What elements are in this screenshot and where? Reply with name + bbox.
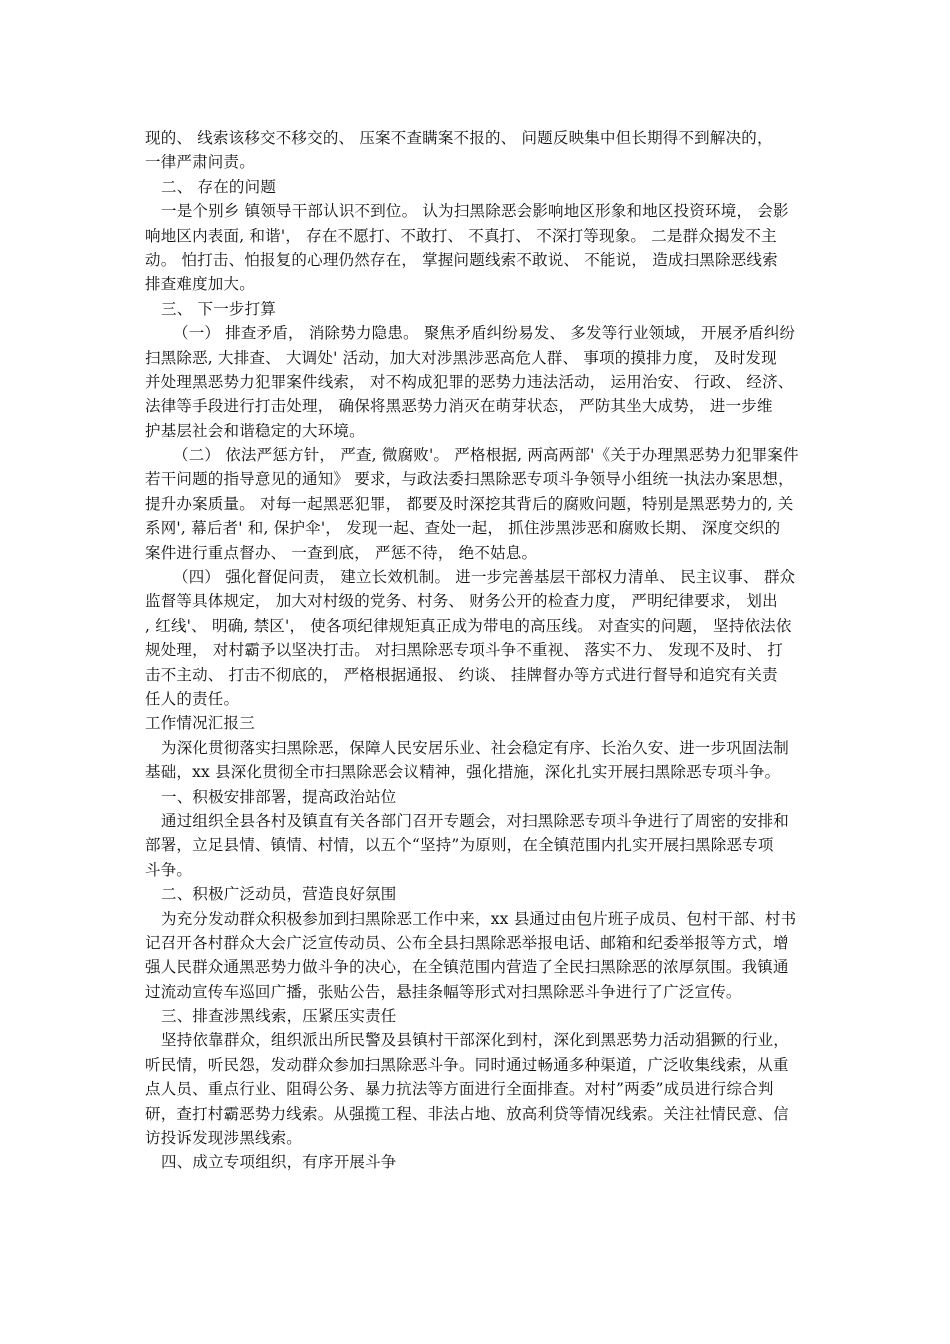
text-line: 击不主动、 打击不彻底的， 严格根据通报、 约谈、 挂牌督办等方式进行督导和追究有关责 [145, 665, 778, 684]
text-line: 一律严肃问责。 [145, 153, 255, 172]
text-line: 坚持依靠群众，组织派出所民警及县镇村干部深化到村，深化到黑恶势力活动猖獗的行业， [161, 1031, 790, 1050]
text-line: 提升办案质量。 对每一起黑恶犯罪， 都要及时深挖其背后的腐败问题，特别是黑恶势力的, 关 [145, 494, 794, 513]
text-line: 基础，xx 县深化贯彻全市扫黑除恶会议精神，强化措施，深化扎实开展扫黑除恶专项斗争。 [145, 763, 781, 782]
document-page [145, 126, 813, 1175]
text-line: 护基层社会和谐稳定的大环境。 [145, 421, 365, 440]
text-line: 为深化贯彻落实扫黑除恶，保障人民安居乐业、社会稳定有序、长治久安、进一步巩固法制 [161, 738, 790, 757]
text-line: 系网', 幕后者' 和, 保护伞'， 发现一起、查处一起， 抓住涉黑涉恶和腐败长期、 深度交织的 [145, 519, 781, 538]
text-line: 工作情况汇报三 [145, 714, 255, 733]
text-line: 二、 存在的问题 [161, 177, 277, 196]
text-line: 若干问题的指导意见的通知》 要求，与政法委扫黑除恶专项斗争领导小组统一执法办案思想， [145, 470, 794, 489]
text-line: 部署，立足县情、镇情、村情，以五个“坚持”为原则，在全镇范围内扎实开展扫黑除恶专项 [145, 836, 774, 855]
text-line: 动。 怕打击、怕报复的心理仍然存在， 掌握问题线索不敢说、 不能说， 造成扫黑除恶线索 [145, 250, 778, 269]
text-line: 为充分发动群众积极参加到扫黑除恶工作中来，xx 县通过由包片班子成员、包村干部、村书 [161, 909, 797, 928]
text-line: 访投诉发现涉黑线索。 [145, 1129, 303, 1148]
text-line: 记召开各村群众大会广泛宣传动员、公布全县扫黑除恶举报电话、邮箱和纪委举报等方式，增 [145, 933, 789, 952]
text-line: 强人民群众通黑恶势力做斗争的决心，在全镇范围内营造了全民扫黑除恶的浓厚氛围。我镇通 [145, 958, 789, 977]
text-line: （一） 排查矛盾， 消除势力隐患。 聚焦矛盾纠纷易发、 多发等行业领域， 开展矛盾纠纷 [173, 324, 796, 343]
text-line: 任人的责任。 [145, 689, 240, 708]
text-line: （四） 强化督促问责， 建立长效机制。 进一步完善基层干部权力清单、 民主议事、 群众 [173, 568, 796, 587]
text-line: 通过组织全县各村及镇直有关各部门召开专题会，对扫黑除恶专项斗争进行了周密的安排和 [161, 811, 790, 830]
text-line: 排查难度加大。 [145, 275, 255, 294]
text-line: 斗争。 [145, 860, 193, 879]
text-line: 响地区内表面, 和谐'， 存在不愿打、不敢打、 不真打、 不深打等现象。 二是群众揭发不主 [145, 226, 777, 245]
text-line: 法律等手段进行打击处理， 确保将黑恶势力消灭在萌芽状态， 严防其坐大成势， 进一步维 [145, 397, 773, 416]
text-line: 研，查打村霸恶势力线索。从强揽工程、非法占地、放高利贷等情况线索。关注社情民意、信 [145, 1104, 789, 1123]
text-line: 三、排查涉黑线索，压紧压实责任 [161, 1007, 397, 1026]
text-line: 过流动宣传车巡回广播，张贴公告，悬挂条幅等形式对扫黑除恶斗争进行了广泛宣传。 [145, 982, 742, 1001]
text-line: 并处理黑恶势力犯罪案件线索， 对不构成犯罪的恶势力违法活动， 运用治安、 行政、 经济、 [145, 372, 794, 391]
text-line: 二、积极广泛动员，营造良好氛围 [161, 885, 397, 904]
text-line: 点人员、重点行业、阻碍公务、暴力抗法等方面进行全面排查。对村”两委”成员进行综合判 [145, 1080, 774, 1099]
text-line: 听民情，听民怨，发动群众参加扫黑除恶斗争。同时通过畅通多种渠道，广泛收集线索，从重 [145, 1055, 789, 1074]
text-line: 扫黑除恶, 大排查、 大调处' 活动，加大对涉黑涉恶高危人群、 事项的摸排力度， 及时发现 [145, 348, 777, 367]
text-line: 现的、 线索该移交不移交的、 压案不查瞒案不报的、 问题反映集中但长期得不到解决的， [145, 129, 773, 147]
text-line: 四、成立专项组织，有序开展斗争 [161, 1153, 397, 1172]
text-line: （二） 依法严惩方针， 严查, 微腐败'。 严格根据, 两高两部'《关于办理黑恶势力犯罪案件 [173, 446, 799, 465]
text-line: 案件进行重点督办、 一查到底， 严惩不待， 绝不姑息。 [145, 543, 538, 562]
text-line: 一是个别乡 镇领导干部认识不到位。 认为扫黑除恶会影响地区形象和地区投资环境， 会影 [161, 202, 789, 221]
text-line: 监督等具体规定， 加大对村级的党务、村务、 财务公开的检查力度， 严明纪律要求， 划出 [145, 592, 778, 611]
text-line: 规处理， 对村霸予以坚决打击。 对扫黑除恶专项斗争不重视、 落实不力、 发现不及时、 打 [145, 641, 783, 660]
text-line: , 红线'、 明确, 禁区'， 使各项纪律规矩真正成为带电的高压线。 对查实的问题， 坚持依法依 [145, 616, 792, 635]
text-line: 三、 下一步打算 [161, 299, 277, 318]
text-line: 一、积极安排部署，提高政治站位 [161, 787, 397, 806]
